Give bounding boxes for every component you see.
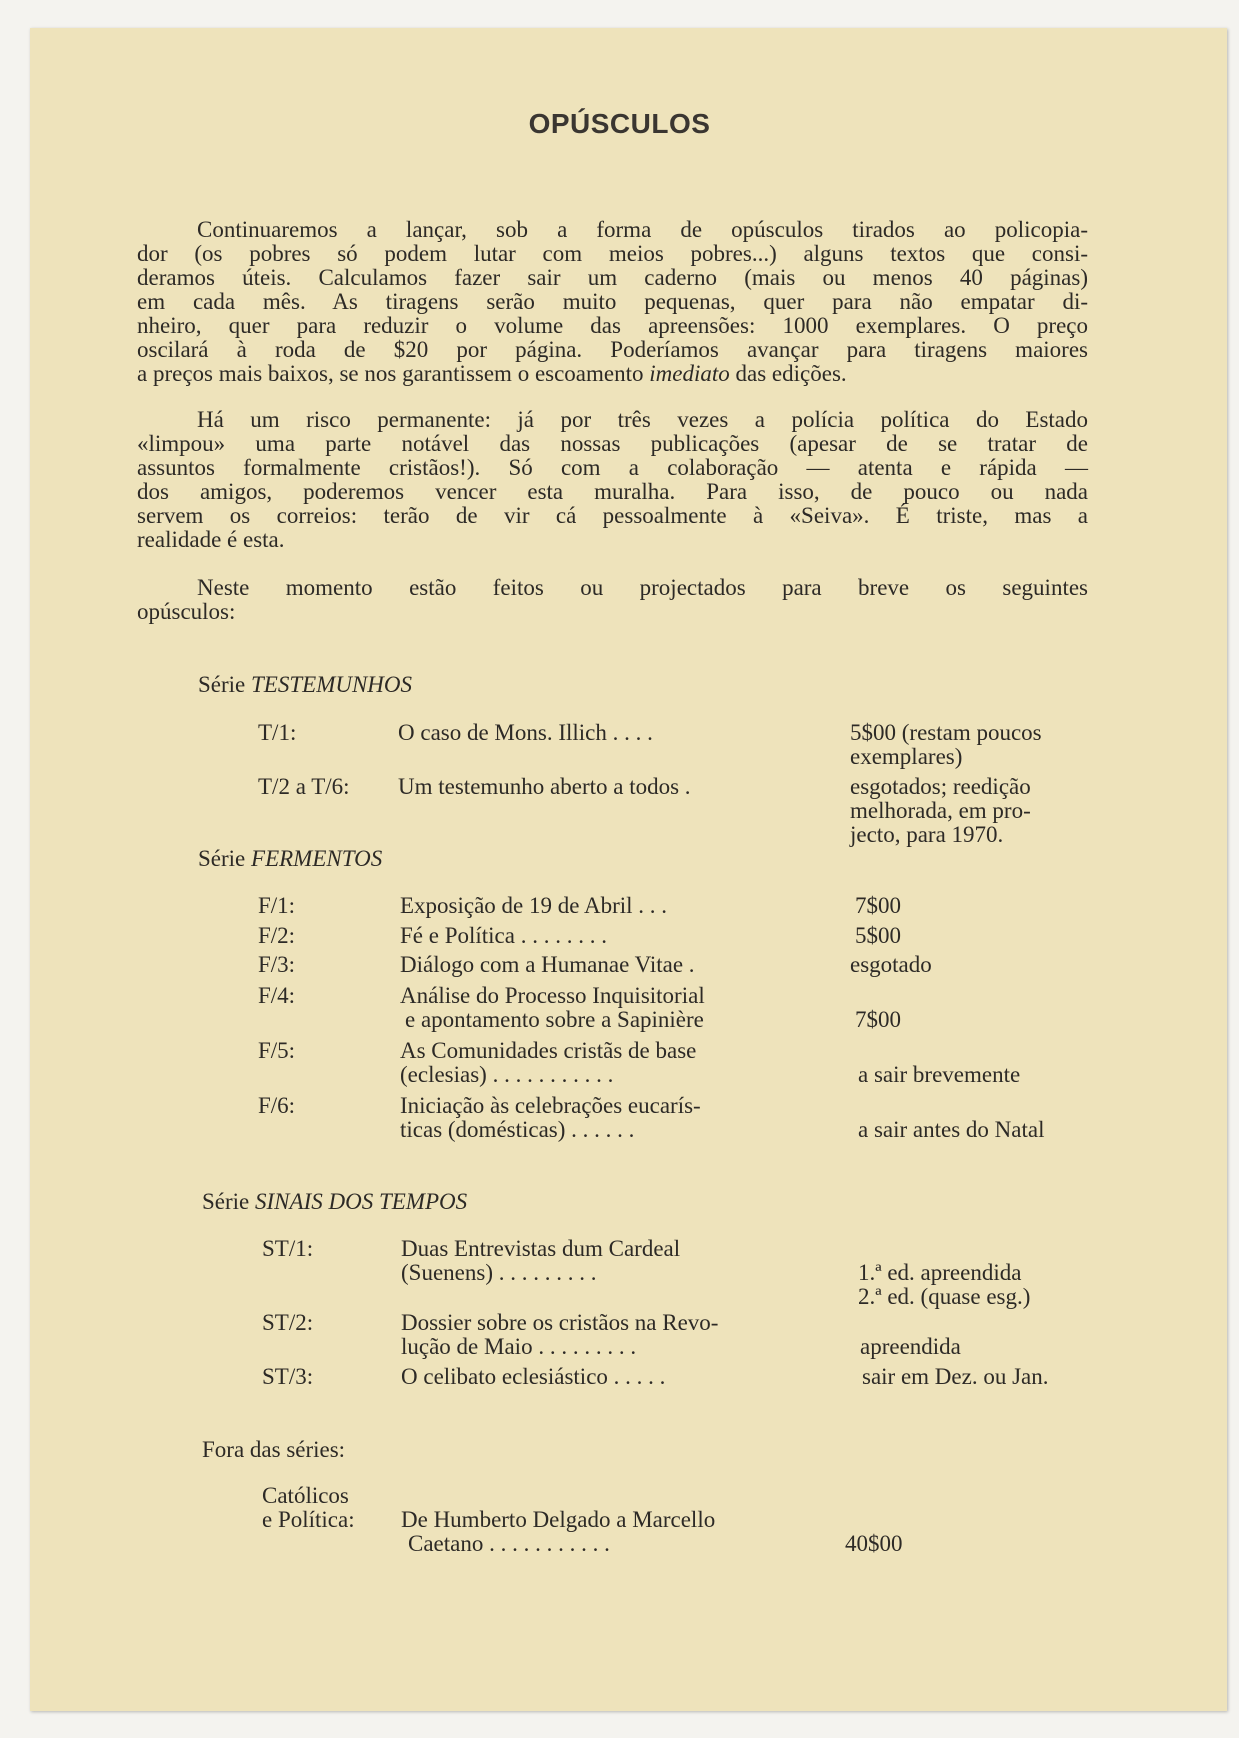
text-line: opúsculos: (137, 599, 236, 624)
item-price: 7$00 (855, 1007, 901, 1032)
text-line: deramos úteis. Calculamos fazer sair um caderno (mais ou menos 40 páginas) (137, 265, 1088, 290)
item-price: a sair brevemente (858, 1062, 1021, 1087)
text-line: dor (os pobres só podem lutar com meios pobres...) alguns textos que consi- (137, 241, 1088, 266)
item-code: T/1: (258, 720, 297, 745)
item-price: exemplares) (850, 744, 963, 769)
item-title: Fé e Política . . . . . . . . (400, 923, 607, 948)
text-line: dos amigos, poderemos vencer esta muralha. Para isso, de pouco ou nada (137, 479, 1088, 504)
item-title: O caso de Mons. Illich . . . . (398, 720, 653, 745)
item-price: esgotado (850, 952, 932, 977)
text-line: servem os correios: terão de vir cá pessoalmente à «Seiva». É triste, mas a (137, 503, 1088, 528)
item-price: jecto, para 1970. (850, 822, 1004, 847)
text-line: Neste momento estão feitos ou projectados para breve os seguintes (197, 575, 1088, 600)
item-price: melhorada, em pro- (850, 798, 1031, 823)
item-code: Católicos (262, 1483, 349, 1508)
item-title: Caetano . . . . . . . . . . . (408, 1531, 610, 1556)
text-line: a preços mais baixos, se nos garantissem o escoamento imediato das edições. (137, 361, 847, 386)
text-line: em cada mês. As tiragens serão muito pequenas, quer para não empatar di- (137, 289, 1088, 314)
item-code: F/5: (258, 1038, 296, 1063)
item-title: De Humberto Delgado a Marcello (401, 1507, 716, 1532)
item-code: F/3: (258, 952, 296, 977)
item-title: As Comunidades cristãs de base (400, 1038, 697, 1063)
item-code: F/6: (258, 1093, 296, 1118)
text-line: realidade é esta. (137, 527, 285, 552)
series-heading-fora: Fora das séries: (202, 1437, 346, 1462)
item-code: ST/3: (262, 1364, 314, 1389)
item-price: 5$00 (restam poucos (850, 720, 1042, 745)
item-code: T/2 a T/6: (258, 774, 350, 799)
item-price: a sair antes do Natal (858, 1117, 1045, 1142)
item-code: ST/2: (262, 1310, 314, 1335)
item-code: F/2: (258, 923, 296, 948)
item-title: (Suenens) . . . . . . . . . (401, 1260, 597, 1285)
text-line: nheiro, quer para reduzir o volume das apreensões: 1000 exemplares. O preço (137, 313, 1088, 338)
item-price: 7$00 (855, 893, 901, 918)
item-price: apreendida (860, 1334, 961, 1359)
item-title: lução de Maio . . . . . . . . . (401, 1334, 637, 1359)
item-title: (eclesias) . . . . . . . . . . . (400, 1062, 614, 1087)
emphasis: imediato (649, 361, 730, 386)
text-line: oscilará à roda de $20 por página. Poderíamos avançar para tiragens maiores (137, 337, 1088, 362)
item-code: F/4: (258, 983, 296, 1008)
item-price: 5$00 (855, 923, 901, 948)
text-line: «limpou» uma parte notável das nossas publicações (apesar de se tratar de (137, 431, 1088, 456)
item-price: 2.ª ed. (quase esg.) (858, 1284, 1031, 1309)
text-line: assuntos formalmente cristãos!). Só com a colaboração — atenta e rápida — (137, 455, 1088, 480)
text-line: Continuaremos a lançar, sob a forma de opúsculos tirados ao policopia- (197, 217, 1088, 242)
series-heading-testemunhos: Série TESTEMUNHOS (198, 672, 413, 697)
item-title: Dossier sobre os cristãos na Revo- (401, 1310, 719, 1335)
series-heading-sinais: Série SINAIS DOS TEMPOS (202, 1189, 468, 1214)
text-line: Há um risco permanente: já por três vezes a polícia política do Estado (197, 407, 1088, 432)
item-price: 1.ª ed. apreendida (858, 1260, 1022, 1285)
item-code: e Política: (262, 1507, 355, 1532)
series-heading-fermentos: Série FERMENTOS (198, 846, 383, 871)
item-price: 40$00 (845, 1531, 903, 1556)
page-title: OPÚSCULOS (528, 108, 711, 139)
item-title: O celibato eclesiástico . . . . . (401, 1364, 666, 1389)
item-price: sair em Dez. ou Jan. (862, 1364, 1049, 1389)
item-title: e apontamento sobre a Sapinière (405, 1007, 704, 1032)
item-title: Exposição de 19 de Abril . . . (400, 893, 668, 918)
item-title: ticas (domésticas) . . . . . . (400, 1117, 635, 1142)
item-title: Iniciação às celebrações eucarís- (400, 1093, 701, 1118)
item-title: Duas Entrevistas dum Cardeal (401, 1236, 681, 1261)
item-title: Análise do Processo Inquisitorial (400, 983, 705, 1008)
item-price: esgotados; reedição (850, 774, 1031, 799)
item-code: ST/1: (262, 1236, 314, 1261)
item-title: Um testemunho aberto a todos . (398, 774, 691, 799)
item-code: F/1: (258, 893, 296, 918)
item-title: Diálogo com a Humanae Vitae . (400, 952, 695, 977)
